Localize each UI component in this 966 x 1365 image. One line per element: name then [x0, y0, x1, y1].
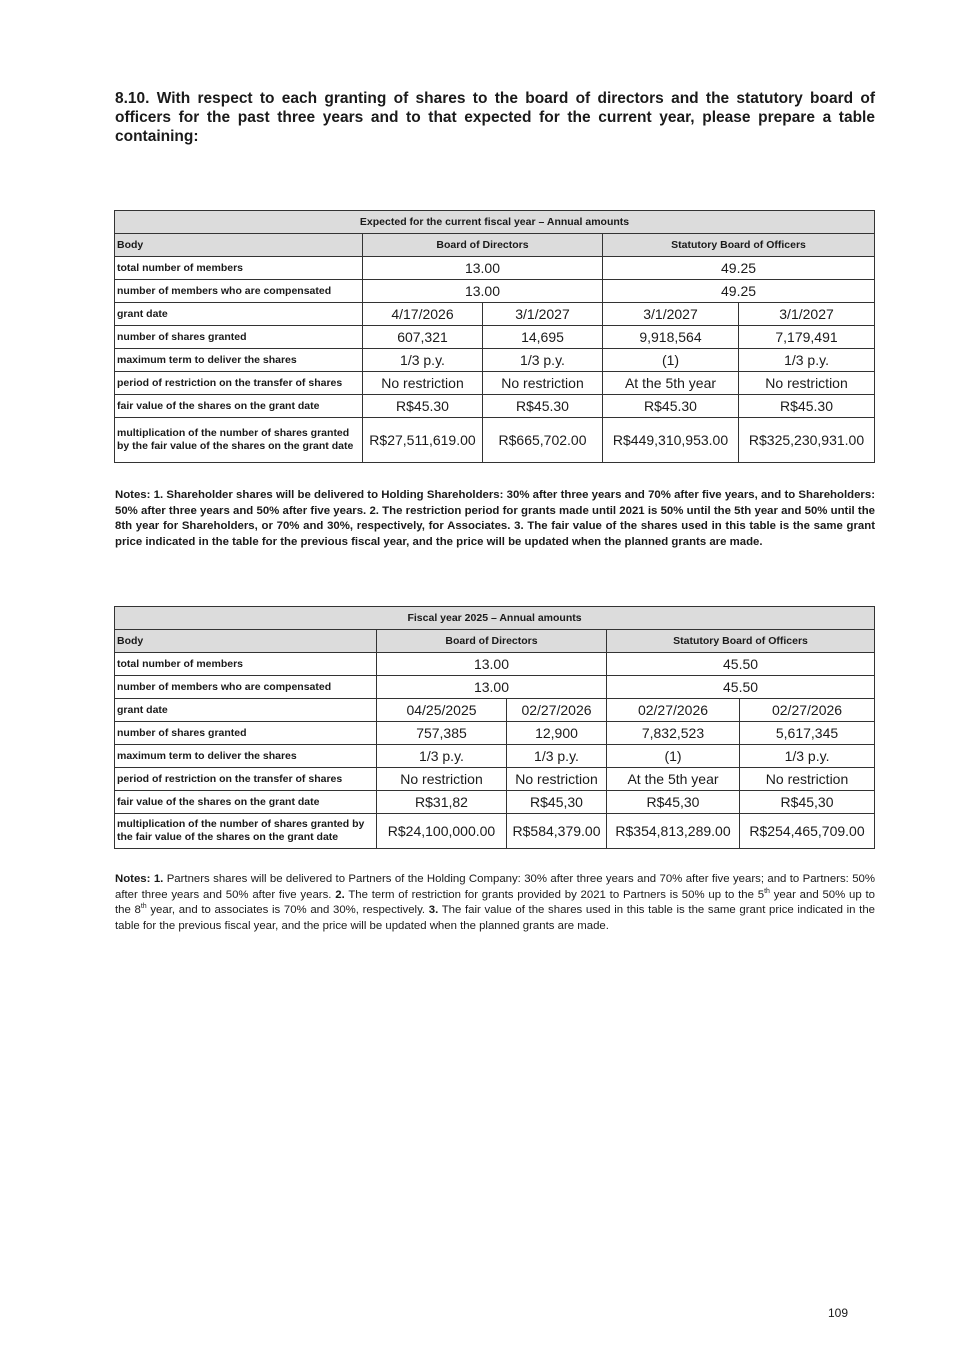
cell: 607,321 — [363, 326, 483, 349]
table1-notes: Notes: 1. Shareholder shares will be delivered to Holding Shareholders: 30% after three years and 70% after five years, and to Shareholders: 50% after three years and 50% after five years. 2. The restriction period for grants made until 2021 is 50% until the 5th year and 50% until the 8th year for Shareholders, or 70% and 30%, respectively, for Associates. 3. The fair value of the shares used in this table is the same grant price indicated in the table for the previous fiscal year, and the price will be updated when the planned grants are made. — [115, 489, 875, 548]
row-label: fair value of the shares on the grant date — [115, 791, 377, 814]
ordinal-suffix: th — [140, 903, 147, 911]
row-label: fair value of the shares on the grant date — [115, 395, 363, 418]
cell: 1/3 p.y. — [740, 745, 875, 768]
column-header-body: Body — [115, 630, 377, 653]
cell: 13.00 — [363, 257, 603, 280]
note-number: 3. — [428, 904, 439, 916]
row-label: number of shares granted — [115, 326, 363, 349]
cell: No restriction — [507, 768, 607, 791]
note-text: Partners shares will be delivered to Partners of the Holding Company: 30% after three years and 70% after five years; and to Partners: 50% after three years and 50% after five years. — [115, 873, 875, 901]
row-label: multiplication of the number of shares granted by the fair value of the shares on the grant date — [115, 418, 363, 463]
cell: No restriction — [740, 768, 875, 791]
fiscal-2025-shares-table — [114, 606, 875, 849]
cell: 757,385 — [377, 722, 507, 745]
column-header-statutory: Statutory Board of Officers — [607, 630, 875, 653]
cell: 13.00 — [377, 676, 607, 699]
cell: 7,179,491 — [739, 326, 875, 349]
table-row — [115, 745, 875, 768]
cell: (1) — [607, 745, 740, 768]
cell: R$354,813,289.00 — [607, 814, 740, 849]
table-row — [115, 257, 875, 280]
cell: 13.00 — [363, 280, 603, 303]
section-heading: 8.10. With respect to each granting of shares to the board of directors and the statutory board of officers for the past three years and to that expected for the current year, please prepare a table containing: — [115, 90, 875, 145]
cell: At the 5th year — [607, 768, 740, 791]
cell: 45.50 — [607, 676, 875, 699]
cell: R$45.30 — [603, 395, 739, 418]
cell: 02/27/2026 — [607, 699, 740, 722]
cell: 04/25/2025 — [377, 699, 507, 722]
table-row — [115, 791, 875, 814]
cell: 1/3 p.y. — [507, 745, 607, 768]
cell: No restriction — [363, 372, 483, 395]
row-label: period of restriction on the transfer of shares — [115, 768, 377, 791]
cell: 9,918,564 — [603, 326, 739, 349]
cell: 45.50 — [607, 653, 875, 676]
note-text: The fair value of the shares used in this table is the same grant price indicated in the table for the previous fiscal year, and the price will be updated when the planned grants are made. — [115, 904, 875, 932]
row-label: grant date — [115, 303, 363, 326]
cell: 4/17/2026 — [363, 303, 483, 326]
table-row — [115, 349, 875, 372]
row-label: period of restriction on the transfer of shares — [115, 372, 363, 395]
table-row — [115, 418, 875, 463]
cell: R$27,511,619.00 — [363, 418, 483, 463]
cell: R$325,230,931.00 — [739, 418, 875, 463]
cell: 1/3 p.y. — [483, 349, 603, 372]
table-row — [115, 395, 875, 418]
note-text: year and 50% up to the 8 — [115, 888, 875, 916]
table-row — [115, 303, 875, 326]
row-label: grant date — [115, 699, 377, 722]
table-row — [115, 699, 875, 722]
note-text: The term of restriction for grants provided by 2021 to Partners is 50% up to the 5 — [344, 888, 765, 901]
column-header-body: Body — [115, 234, 363, 257]
cell: 1/3 p.y. — [739, 349, 875, 372]
row-label: total number of members — [115, 257, 363, 280]
table-row — [115, 768, 875, 791]
cell: 14,695 — [483, 326, 603, 349]
cell: R$45.30 — [363, 395, 483, 418]
notes-lead: Notes: 1. — [115, 873, 164, 885]
cell: R$45.30 — [483, 395, 603, 418]
row-label: number of members who are compensated — [115, 676, 377, 699]
cell: R$665,702.00 — [483, 418, 603, 463]
row-label: maximum term to deliver the shares — [115, 349, 363, 372]
cell: 5,617,345 — [740, 722, 875, 745]
cell: R$24,100,000.00 — [377, 814, 507, 849]
cell: 3/1/2027 — [739, 303, 875, 326]
cell: R$31,82 — [377, 791, 507, 814]
row-label: number of shares granted — [115, 722, 377, 745]
cell: 1/3 p.y. — [377, 745, 507, 768]
row-label: maximum term to deliver the shares — [115, 745, 377, 768]
cell: 02/27/2026 — [740, 699, 875, 722]
table2-notes — [115, 872, 875, 934]
table-caption: Expected for the current fiscal year – Annual amounts — [115, 211, 875, 234]
cell: R$584,379.00 — [507, 814, 607, 849]
table-row — [115, 814, 875, 849]
cell: 3/1/2027 — [603, 303, 739, 326]
table-row — [115, 722, 875, 745]
row-label: total number of members — [115, 653, 377, 676]
page-number: 109 — [828, 1306, 849, 1320]
column-header-board: Board of Directors — [377, 630, 607, 653]
cell: 49.25 — [603, 257, 875, 280]
cell: 1/3 p.y. — [363, 349, 483, 372]
cell: 3/1/2027 — [483, 303, 603, 326]
table-row — [115, 372, 875, 395]
cell: At the 5th year — [603, 372, 739, 395]
row-label: multiplication of the number of shares granted by the fair value of the shares on the grant date — [115, 814, 377, 849]
cell: No restriction — [739, 372, 875, 395]
row-label: number of members who are compensated — [115, 280, 363, 303]
table-row — [115, 326, 875, 349]
cell: 7,832,523 — [607, 722, 740, 745]
cell: No restriction — [377, 768, 507, 791]
note-text: year, and to associates is 70% and 30%, respectively. — [146, 904, 429, 916]
column-header-board: Board of Directors — [363, 234, 603, 257]
ordinal-suffix: th — [764, 887, 770, 895]
table-caption: Fiscal year 2025 – Annual amounts — [115, 607, 875, 630]
cell: R$45,30 — [507, 791, 607, 814]
current-year-shares-table — [114, 210, 875, 463]
table-row — [115, 676, 875, 699]
note-number: 2. — [335, 888, 345, 901]
cell: R$254,465,709.00 — [740, 814, 875, 849]
cell: 02/27/2026 — [507, 699, 607, 722]
cell: 13.00 — [377, 653, 607, 676]
cell: 12,900 — [507, 722, 607, 745]
cell: R$449,310,953.00 — [603, 418, 739, 463]
cell: R$45.30 — [739, 395, 875, 418]
cell: R$45,30 — [740, 791, 875, 814]
cell: 49.25 — [603, 280, 875, 303]
table-row — [115, 280, 875, 303]
cell: (1) — [603, 349, 739, 372]
column-header-statutory: Statutory Board of Officers — [603, 234, 875, 257]
cell: No restriction — [483, 372, 603, 395]
cell: R$45,30 — [607, 791, 740, 814]
table-row — [115, 653, 875, 676]
